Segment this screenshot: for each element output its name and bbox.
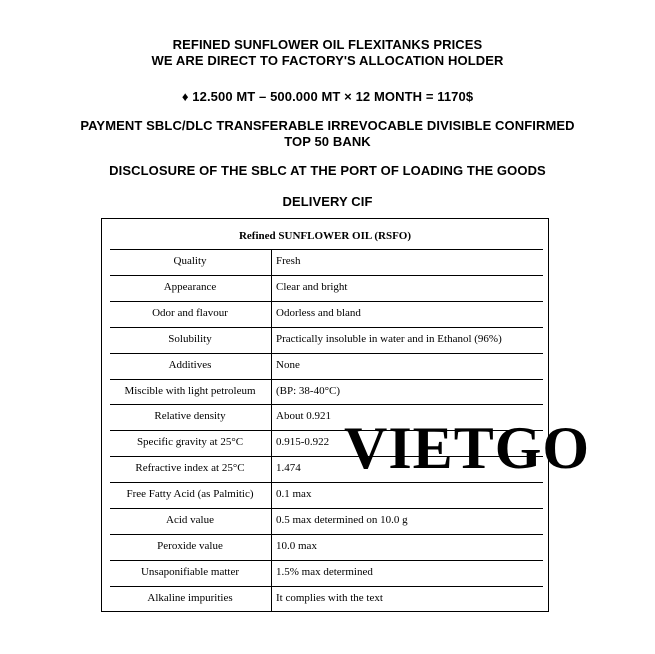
property-cell: Additives [168, 358, 212, 371]
header-title-line1: REFINED SUNFLOWER OIL FLEXITANKS PRICES [172, 37, 483, 52]
table-row [110, 353, 543, 379]
property-cell: Free Fatty Acid (as Palmitic) [126, 488, 254, 501]
value-cell: 0.915-0.922 [276, 436, 330, 449]
value-cell: 10.0 max [276, 539, 317, 552]
table-row [110, 534, 543, 560]
value-cell: Practically insoluble in water and in Ethanol (96%) [276, 332, 502, 345]
table-caption: Refined SUNFLOWER OIL (RSFO) [238, 230, 412, 242]
property-cell: Relative density [154, 410, 226, 423]
value-cell: 0.1 max [276, 488, 312, 501]
value-cell: 1.5% max determined [276, 565, 373, 578]
property-cell: Acid value [166, 514, 214, 526]
property-cell: Odor and flavour [152, 306, 228, 319]
property-cell: Solubility [168, 332, 212, 345]
disclosure-line: DISCLOSURE OF THE SBLC AT THE PORT OF LOADING THE GOODS [109, 163, 546, 178]
property-cell: Peroxide value [157, 539, 223, 552]
payment-line2: TOP 50 BANK [284, 134, 371, 149]
table-row [110, 379, 543, 405]
value-cell: It complies with the text [276, 591, 383, 604]
table-row [110, 586, 543, 612]
property-cell: Alkaline impurities [147, 591, 233, 604]
value-cell: Odorless and bland [276, 306, 361, 319]
property-cell: Refractive index at 25°C [135, 462, 245, 475]
table-row [110, 301, 543, 327]
value-cell: About 0.921 [276, 410, 331, 423]
table-row [110, 275, 543, 301]
value-cell: Fresh [276, 255, 301, 267]
delivery-line: DELIVERY CIF [282, 194, 373, 209]
value-cell: 0.5 max determined on 10.0 g [276, 514, 408, 526]
payment-line1: PAYMENT SBLC/DLC TRANSFERABLE IRREVOCABLE DIVISIBLE CONFIRMED [80, 118, 575, 133]
property-cell: Specific gravity at 25°C [136, 436, 244, 449]
column-divider [271, 249, 272, 612]
value-cell: None [276, 358, 300, 371]
table-row [110, 482, 543, 508]
property-cell: Quality [173, 255, 207, 267]
table-row [110, 560, 543, 586]
property-cell: Appearance [163, 280, 217, 293]
header-title-line2: WE ARE DIRECT TO FACTORY'S ALLOCATION HOLDER [151, 53, 504, 68]
table-row [110, 508, 543, 534]
value-cell: Clear and bright [276, 280, 348, 293]
vietgo-watermark: VIETGO [344, 415, 591, 481]
value-cell: (BP: 38-40°C) [276, 384, 340, 397]
table-row [110, 327, 543, 353]
table-row [110, 249, 543, 275]
property-cell: Unsaponifiable matter [140, 565, 240, 578]
value-cell: 1.474 [276, 462, 301, 475]
quantity-line: ♦ 12.500 MT – 500.000 MT × 12 MONTH = 1170$ [181, 89, 474, 104]
property-cell: Miscible with light petroleum [124, 384, 256, 397]
